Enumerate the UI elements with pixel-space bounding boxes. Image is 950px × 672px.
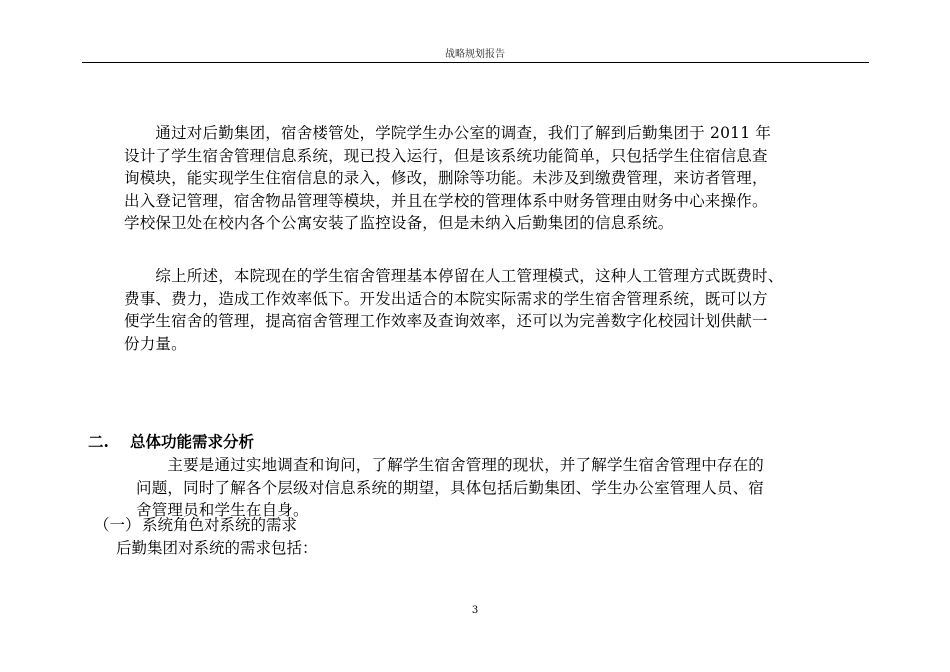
subsection-heading <box>94 514 297 536</box>
paragraph-line: 综上所述，本院现在的学生宿舍管理基本停留在人工管理模式，这种人工管理方式既费时、 <box>124 267 784 285</box>
subsection-number: （一） <box>94 516 141 534</box>
paragraph-line: 问题，同时了解各个层级对信息系统的期望，具体包括后勤集团、学生办公室管理人员、宿 <box>136 478 765 497</box>
paragraph-line: 通过对后勤集团，宿舍楼管处，学院学生办公室的调查，我们了解到后勤集团于 2011 年 <box>124 124 772 142</box>
page-header-title: 战略规划报告 <box>445 49 505 60</box>
paragraph-line: 出入登记管理，宿舍物品管理等模块，并且在学校的管理体系中财务管理由财务中心来操作。 <box>124 191 768 210</box>
paragraph-line: 便学生宿舍的管理，提高宿舍管理工作效率及查询效率，还可以为完善数字化校园计划供献一 <box>124 312 768 330</box>
paragraph-logistics-needs: 后勤集团对系统的需求包括： <box>116 539 318 557</box>
paragraph-current-system <box>124 122 874 235</box>
paragraph-line: 设计了学生宿舍管理信息系统，现已投入运行，但是该系统功能简单，只包括学生住宿信息查 <box>124 146 768 165</box>
header-divider <box>82 62 869 63</box>
paragraph-summary <box>124 265 874 355</box>
subsection-title: 系统角色对系统的需求 <box>142 516 298 534</box>
paragraph-line: 份力量。 <box>124 334 187 353</box>
paragraph-requirements-intro <box>136 454 876 522</box>
paragraph-line: 学校保卫处在校内各个公寓安装了监控设备，但是未纳入后勤集团的信息系统。 <box>124 214 674 232</box>
page-number: 3 <box>471 605 479 616</box>
section-heading <box>88 431 254 453</box>
section-title: 总体功能需求分析 <box>130 432 255 451</box>
paragraph-line: 询模块，能实现学生住宿信息的录入，修改，删除等功能。未涉及到缴费管理，来访者管理， <box>124 169 768 187</box>
section-number: 二. <box>88 432 109 451</box>
paragraph-line: 舍管理员和学生在自身。 <box>136 501 309 519</box>
paragraph-line: 费事、费力，造成工作效率低下。开发出适合的本院实际需求的学生宿舍管理系统，既可以方 <box>124 289 768 308</box>
paragraph-line: 主要是通过实地调查和询问，了解学生宿舍管理的现状，并了解学生宿舍管理中存在的 <box>136 456 765 474</box>
